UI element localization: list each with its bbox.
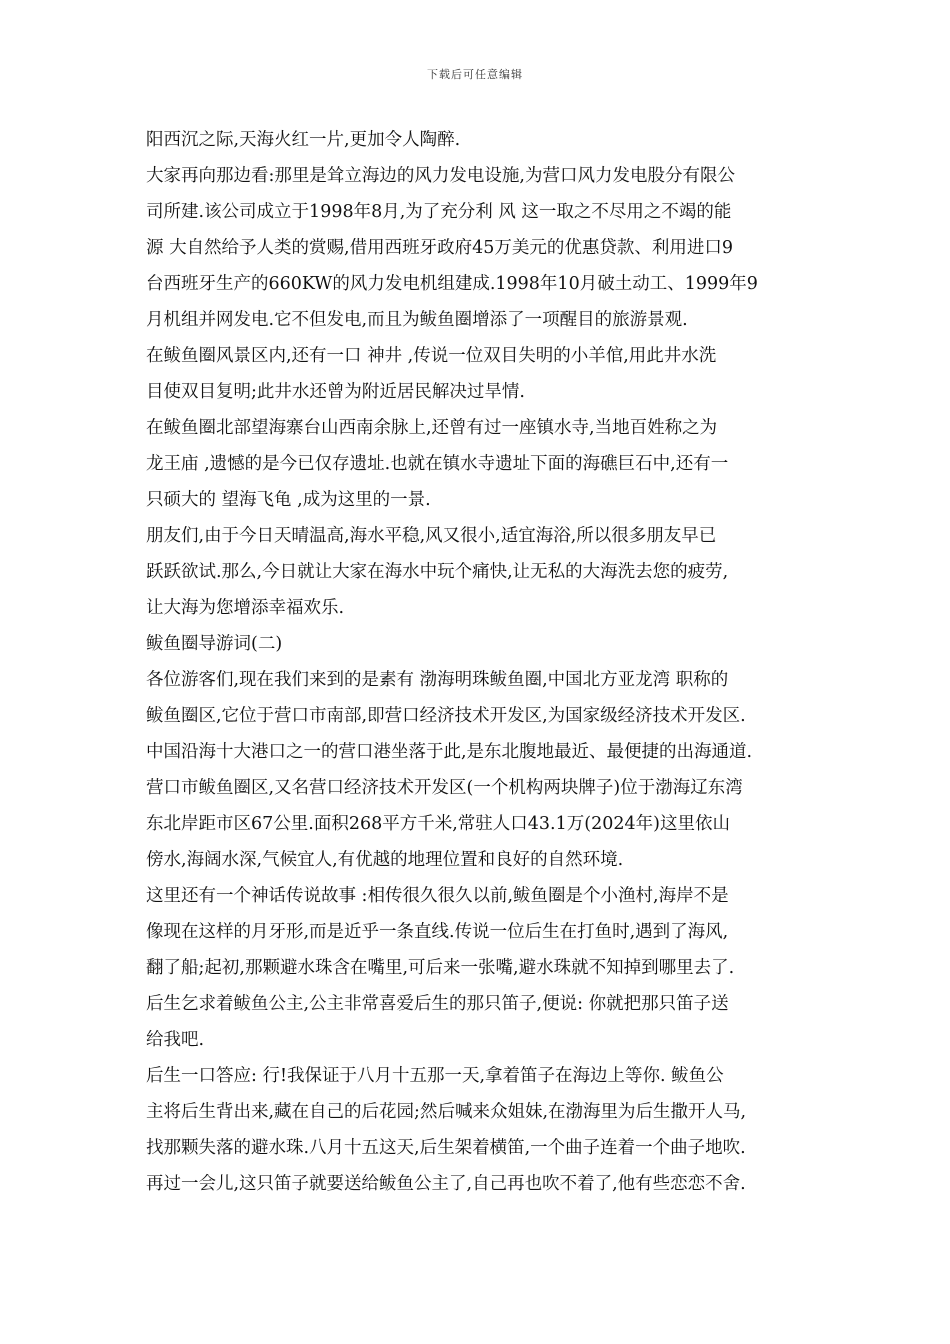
text-line: 在鲅鱼圈风景区内,还有一口 神井 ,传说一位双目失明的小羊倌,用此井水洗	[146, 346, 717, 366]
text-line: 阳西沉之际,天海火红一片,更加令人陶醉.	[146, 130, 461, 150]
text-line: 中国沿海十大港口之一的营口港坐落于此,是东北腹地最近、最便捷的出海通道.	[146, 742, 753, 762]
text-line: 大家再向那边看:那里是耸立海边的风力发电设施,为营口风力发电股分有限公	[146, 166, 735, 186]
text-line: 目使双目复明;此井水还曾为附近居民解决过旱情.	[146, 382, 525, 402]
text-line: 翻了船;起初,那颗避水珠含在嘴里,可后来一张嘴,避水珠就不知掉到哪里去了.	[146, 958, 735, 978]
text-line: 在鲅鱼圈北部望海寨台山西南余脉上,还曾有过一座镇水寺,当地百姓称之为	[146, 418, 718, 438]
text-line: 找那颗失落的避水珠.八月十五这天,后生架着横笛,一个曲子连着一个曲子地吹.	[146, 1138, 746, 1158]
text-line: 源 大自然给予人类的赏赐,借用西班牙政府45万美元的优惠贷款、利用进口9	[146, 238, 734, 258]
text-line: 龙王庙 ,遗憾的是今已仅存遗址.也就在镇水寺遗址下面的海礁巨石中,还有一	[146, 454, 729, 474]
text-line: 傍水,海阔水深,气候宜人,有优越的地理位置和良好的自然环境.	[146, 850, 624, 870]
text-line: 司所建.该公司成立于1998年8月,为了充分利 风 这一取之不尽用之不竭的能	[146, 202, 732, 222]
text-line: 朋友们,由于今日天晴温高,海水平稳,风又很小,适宜海浴,所以很多朋友早已	[146, 526, 717, 546]
text-line: 东北岸距市区67公里.面积268平方千米,常驻人口43.1万(2024年)这里依山	[146, 814, 730, 834]
text-line: 营口市鲅鱼圈区,又名营口经济技术开发区(一个机构两块牌子)位于渤海辽东湾	[146, 778, 743, 798]
document-body	[146, 122, 816, 1202]
text-line: 像现在这样的月牙形,而是近乎一条直线.传说一位后生在打鱼时,遇到了海风,	[146, 922, 729, 942]
text-line: 只硕大的 望海飞龟 ,成为这里的一景.	[146, 490, 431, 510]
text-line: 台西班牙生产的660KW的风力发电机组建成.1998年10月破土动工、1999年9	[146, 274, 758, 294]
text-line: 这里还有一个神话传说故事 :相传很久很久以前,鲅鱼圈是个小渔村,海岸不是	[146, 886, 729, 906]
section-heading: 鲅鱼圈导游词(二)	[146, 634, 283, 654]
text-line: 让大海为您增添幸福欢乐.	[146, 598, 345, 618]
text-line: 后生乞求着鲅鱼公主,公主非常喜爱后生的那只笛子,便说: 你就把那只笛子送	[146, 994, 729, 1014]
page-header: 下载后可任意编辑	[427, 68, 523, 81]
text-line: 各位游客们,现在我们来到的是素有 渤海明珠鲅鱼圈,中国北方亚龙湾 职称的	[146, 670, 729, 690]
text-line: 后生一口答应: 行!我保证于八月十五那一天,拿着笛子在海边上等你. 鲅鱼公	[146, 1066, 724, 1086]
text-line: 再过一会儿,这只笛子就要送给鲅鱼公主了,自己再也吹不着了,他有些恋恋不舍.	[146, 1174, 746, 1194]
text-line: 给我吧.	[146, 1030, 205, 1050]
text-line: 鲅鱼圈区,它位于营口市南部,即营口经济技术开发区,为国家级经济技术开发区.	[146, 706, 746, 726]
text-line: 月机组并网发电.它不但发电,而且为鲅鱼圈增添了一项醒目的旅游景观.	[146, 310, 688, 330]
text-line: 主将后生背出来,藏在自己的后花园;然后喊来众姐妹,在渤海里为后生撒开人马,	[146, 1102, 747, 1122]
text-line: 跃跃欲试.那么,今日就让大家在海水中玩个痛快,让无私的大海洗去您的疲劳,	[146, 562, 729, 582]
